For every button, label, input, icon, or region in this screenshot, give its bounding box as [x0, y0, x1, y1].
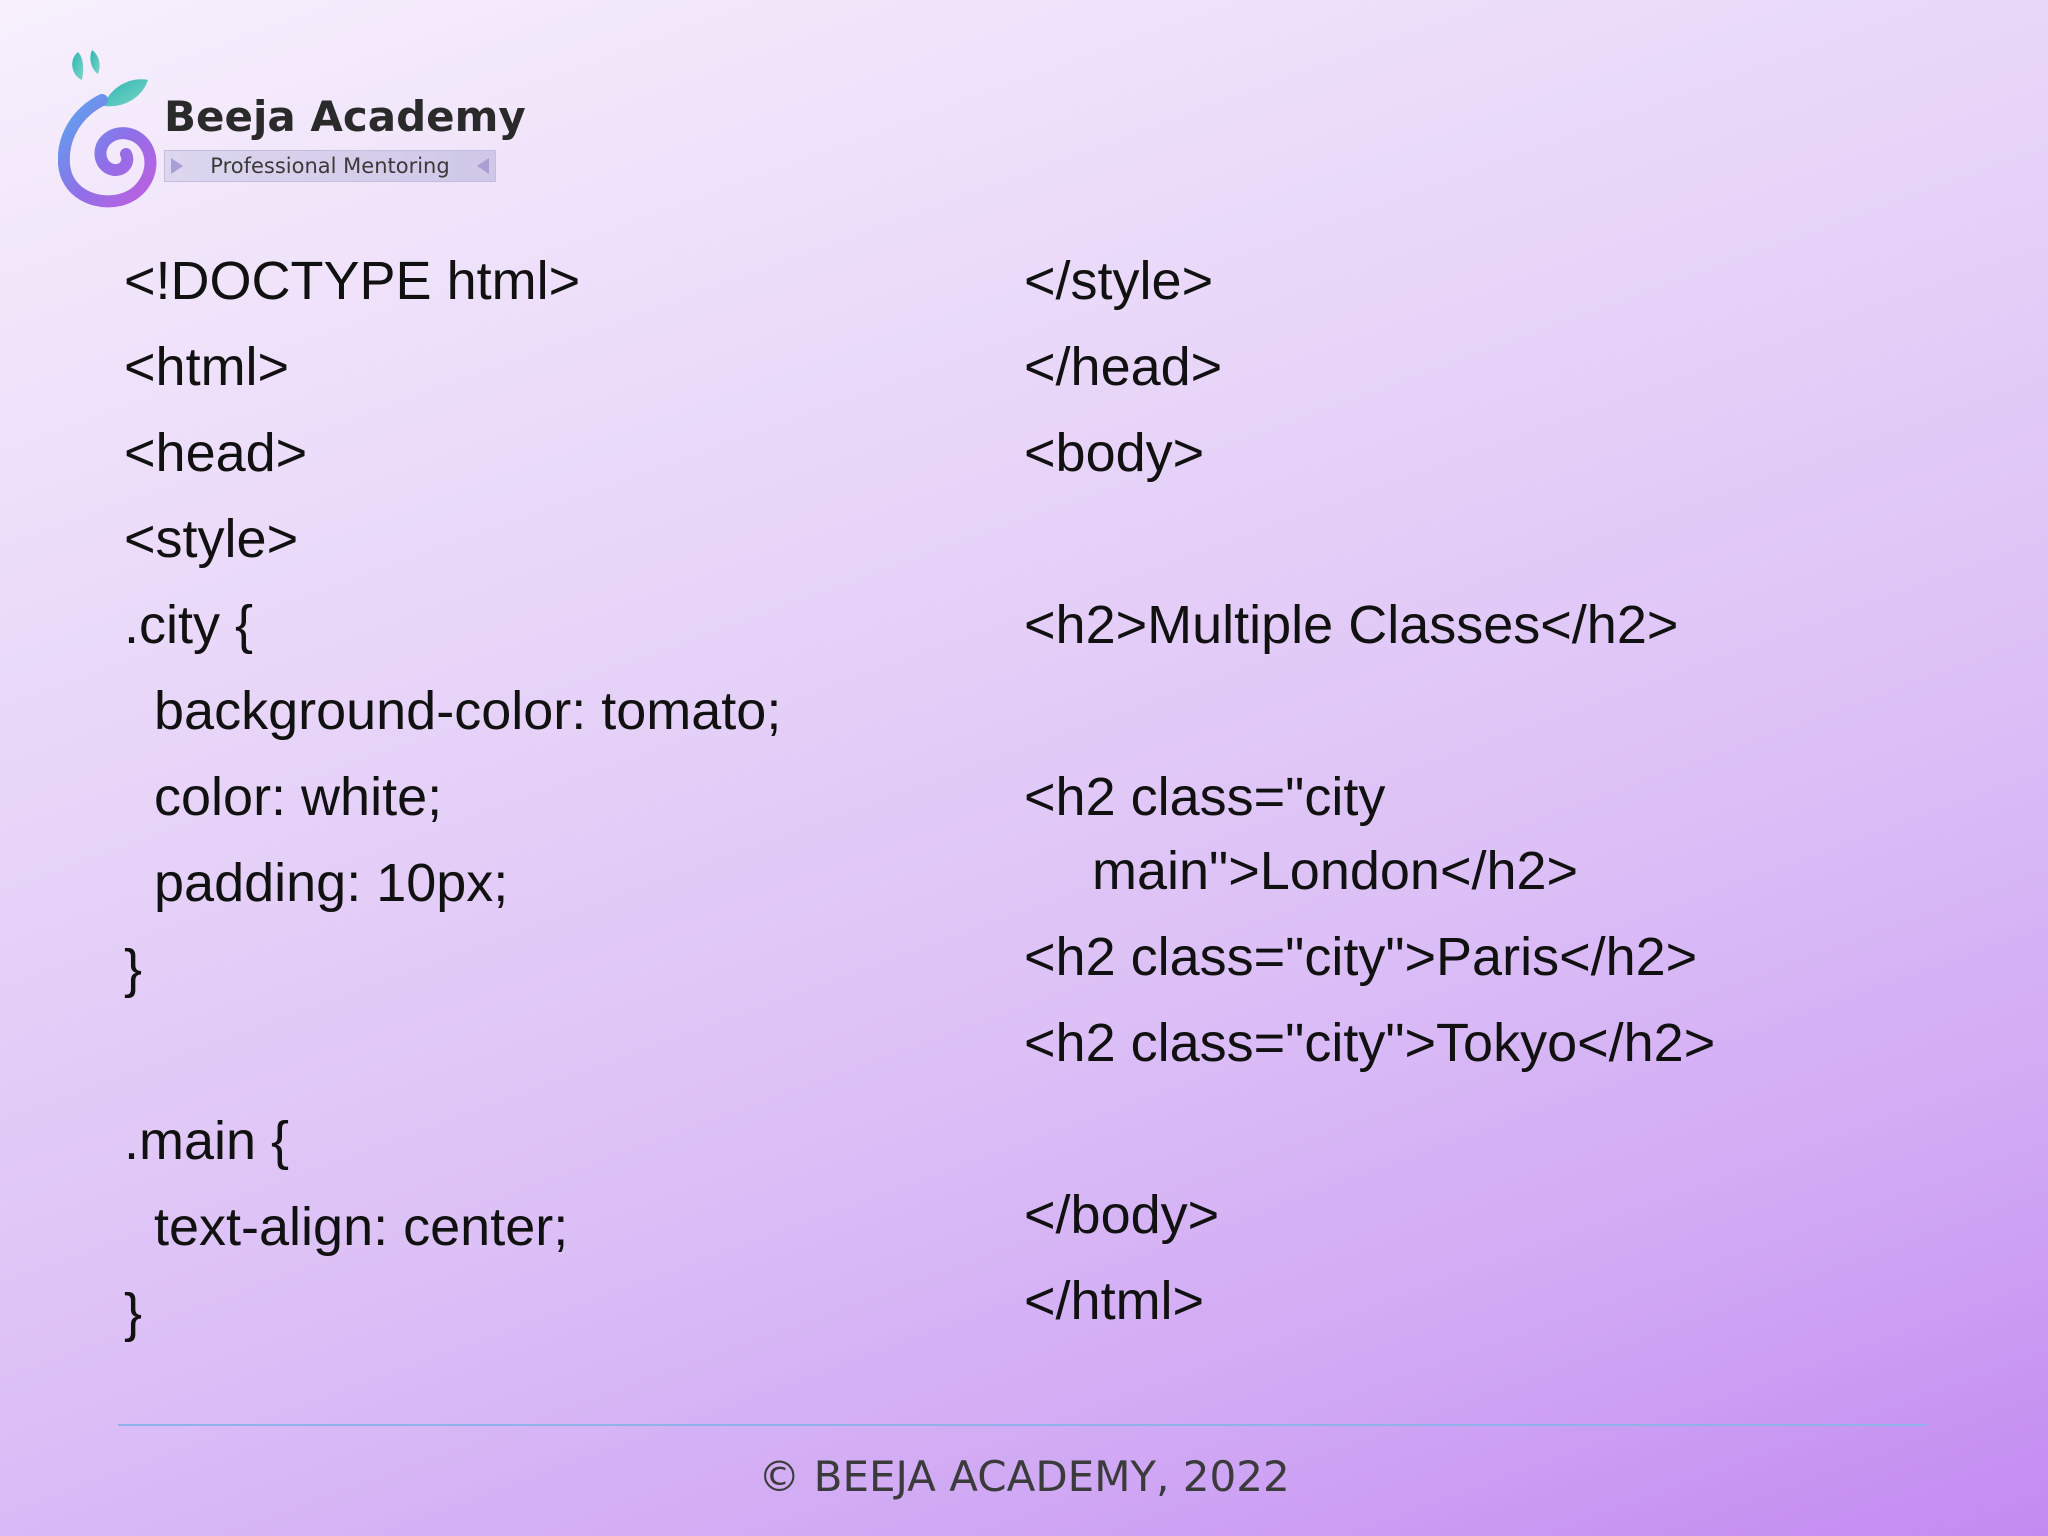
code-line-blank: [1024, 668, 1984, 754]
code-column-right: [1024, 238, 1984, 1344]
brand-logo: [58, 40, 526, 210]
code-line-blank: [124, 1012, 984, 1098]
code-line: <h2 class="city">Paris</h2>: [1024, 927, 1698, 987]
code-line: color: white;: [124, 767, 443, 827]
code-line: <style>: [124, 509, 299, 569]
code-column-left: [124, 238, 984, 1356]
code-line: <h2 class="city">Tokyo</h2>: [1024, 1013, 1716, 1073]
code-line: padding: 10px;: [124, 853, 509, 913]
code-line: <h2>Multiple Classes</h2>: [1024, 595, 1679, 655]
code-line: <html>: [124, 337, 290, 397]
beeja-logo-icon: [58, 40, 158, 210]
code-line: <head>: [124, 423, 308, 483]
code-line: }: [124, 939, 143, 999]
brand-tagline-banner: [164, 150, 496, 182]
code-line: </body>: [1024, 1185, 1220, 1245]
brand-tagline: Professional Mentoring: [210, 154, 450, 178]
footer-divider: [118, 1424, 1928, 1426]
code-line: </head>: [1024, 337, 1223, 397]
code-line: <h2 class="city: [1024, 767, 1386, 827]
footer-copyright: © BEEJA ACADEMY, 2022: [758, 1452, 1290, 1501]
code-line: .main {: [124, 1111, 290, 1171]
code-line: .city {: [124, 595, 254, 655]
code-line-continuation: main">London</h2>: [1092, 841, 1579, 901]
code-line: </style>: [1024, 251, 1214, 311]
code-line: text-align: center;: [124, 1197, 569, 1257]
code-line: <body>: [1024, 423, 1205, 483]
code-line: </html>: [1024, 1271, 1205, 1331]
code-line: background-color: tomato;: [124, 681, 782, 741]
code-line: }: [124, 1283, 143, 1343]
code-line: <!DOCTYPE html>: [124, 251, 581, 311]
brand-title: Beeja Academy: [164, 92, 526, 141]
code-line-blank: [1024, 496, 1984, 582]
code-line-blank: [1024, 1086, 1984, 1172]
